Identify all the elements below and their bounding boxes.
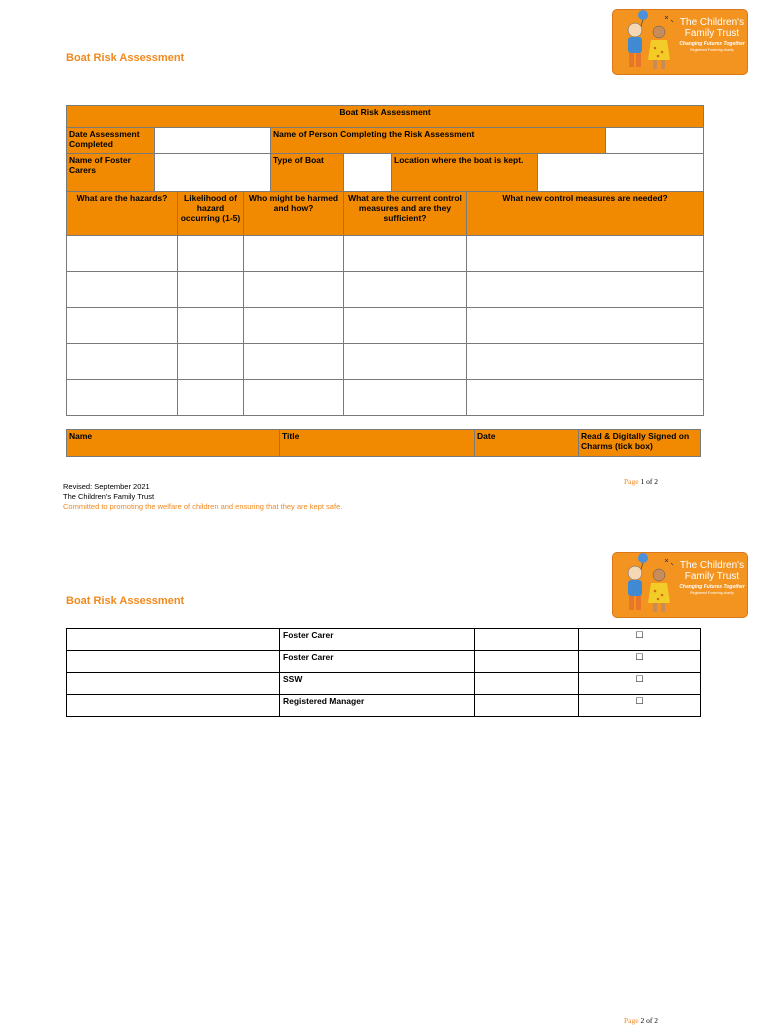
col-current-measures: What are the current control measures and are they sufficient? <box>344 192 467 236</box>
table-row <box>67 344 704 380</box>
table-row <box>67 695 701 717</box>
signed-checkbox[interactable]: ☐ <box>579 629 701 651</box>
footer-revised: Revised: September 2021 <box>63 482 150 491</box>
signoff-title-cell: SSW <box>280 673 475 695</box>
logo-line2: Family Trust <box>684 571 740 582</box>
person-label: Name of Person Completing the Risk Assessment <box>271 128 606 154</box>
logo-tagline: Changing Futures Together <box>679 584 745 590</box>
current-cell[interactable] <box>344 272 467 308</box>
logo-line2: Family Trust <box>684 28 740 39</box>
page-word: Page <box>624 477 639 486</box>
signoff-date-cell[interactable] <box>475 695 579 717</box>
hazard-cell[interactable] <box>67 272 178 308</box>
current-cell[interactable] <box>344 308 467 344</box>
col-new-measures: What new control measures are needed? <box>467 192 704 236</box>
table-row <box>67 272 704 308</box>
hazard-cell[interactable] <box>67 344 178 380</box>
signed-checkbox[interactable]: ☐ <box>579 673 701 695</box>
footer-tagline: Committed to promoting the welfare of children and ensuring that they are kept safe. <box>63 502 343 511</box>
boat-type-field[interactable] <box>344 154 392 192</box>
person-field[interactable] <box>606 128 704 154</box>
current-cell[interactable] <box>344 236 467 272</box>
who-cell[interactable] <box>244 344 344 380</box>
col-who-harmed: Who might be harmed and how? <box>244 192 344 236</box>
page-word: Page <box>624 1016 639 1025</box>
new-cell[interactable] <box>467 308 704 344</box>
location-field[interactable] <box>538 154 704 192</box>
likelihood-cell[interactable] <box>178 236 244 272</box>
table-row <box>67 236 704 272</box>
likelihood-cell[interactable] <box>178 380 244 416</box>
signoff-title-header: Title <box>280 430 475 457</box>
hazard-cell[interactable] <box>67 236 178 272</box>
footer-org: The Children's Family Trust <box>63 492 155 501</box>
date-label: Date Assessment Completed <box>67 128 155 154</box>
hazard-cell[interactable] <box>67 308 178 344</box>
signoff-name-cell[interactable] <box>67 651 280 673</box>
current-cell[interactable] <box>344 344 467 380</box>
logo-charity: Registered Fostering charity <box>690 48 734 52</box>
who-cell[interactable] <box>244 236 344 272</box>
likelihood-cell[interactable] <box>178 344 244 380</box>
who-cell[interactable] <box>244 308 344 344</box>
signoff-header-table <box>66 429 701 457</box>
boat-type-label: Type of Boat <box>271 154 344 192</box>
signoff-name-header: Name <box>67 430 280 457</box>
signoff-title-cell: Registered Manager <box>280 695 475 717</box>
children-illustration-icon <box>615 10 677 74</box>
current-cell[interactable] <box>344 380 467 416</box>
page-count: 2 of 2 <box>640 1016 658 1025</box>
signoff-table <box>66 628 701 717</box>
children-illustration-icon <box>615 553 677 617</box>
carers-label: Name of Foster Carers <box>67 154 155 192</box>
new-cell[interactable] <box>467 344 704 380</box>
likelihood-cell[interactable] <box>178 308 244 344</box>
logo-tagline: Changing Futures Together <box>679 41 745 47</box>
new-cell[interactable] <box>467 380 704 416</box>
carers-field[interactable] <box>155 154 271 192</box>
table-row <box>67 651 701 673</box>
signoff-signed-header: Read & Digitally Signed on Charms (tick box) <box>579 430 701 457</box>
new-cell[interactable] <box>467 272 704 308</box>
likelihood-cell[interactable] <box>178 272 244 308</box>
who-cell[interactable] <box>244 380 344 416</box>
logo-line1: The Children's <box>679 17 745 28</box>
risk-assessment-table <box>66 105 704 416</box>
logo-charity: Registered Fostering charity <box>690 591 734 595</box>
signoff-title-cell: Foster Carer <box>280 629 475 651</box>
logo <box>612 9 748 75</box>
location-label: Location where the boat is kept. <box>392 154 538 192</box>
new-cell[interactable] <box>467 236 704 272</box>
page-title: Boat Risk Assessment <box>66 595 185 607</box>
who-cell[interactable] <box>244 272 344 308</box>
signoff-title-cell: Foster Carer <box>280 651 475 673</box>
table-row <box>67 673 701 695</box>
col-hazards: What are the hazards? <box>67 192 178 236</box>
signed-checkbox[interactable]: ☐ <box>579 695 701 717</box>
signoff-name-cell[interactable] <box>67 695 280 717</box>
table-row <box>67 380 704 416</box>
signed-checkbox[interactable]: ☐ <box>579 651 701 673</box>
signoff-name-cell[interactable] <box>67 629 280 651</box>
page-number <box>624 477 658 486</box>
table-row <box>67 308 704 344</box>
table-row <box>67 629 701 651</box>
col-likelihood: Likelihood of hazard occurring (1-5) <box>178 192 244 236</box>
signoff-name-cell[interactable] <box>67 673 280 695</box>
form-title: Boat Risk Assessment <box>67 106 704 128</box>
logo-line1: The Children's <box>679 560 745 571</box>
signoff-date-cell[interactable] <box>475 651 579 673</box>
signoff-date-cell[interactable] <box>475 673 579 695</box>
page-count: 1 of 2 <box>640 477 658 486</box>
signoff-date-header: Date <box>475 430 579 457</box>
hazard-cell[interactable] <box>67 380 178 416</box>
logo <box>612 552 748 618</box>
signoff-date-cell[interactable] <box>475 629 579 651</box>
date-field[interactable] <box>155 128 271 154</box>
page-title: Boat Risk Assessment <box>66 52 185 64</box>
